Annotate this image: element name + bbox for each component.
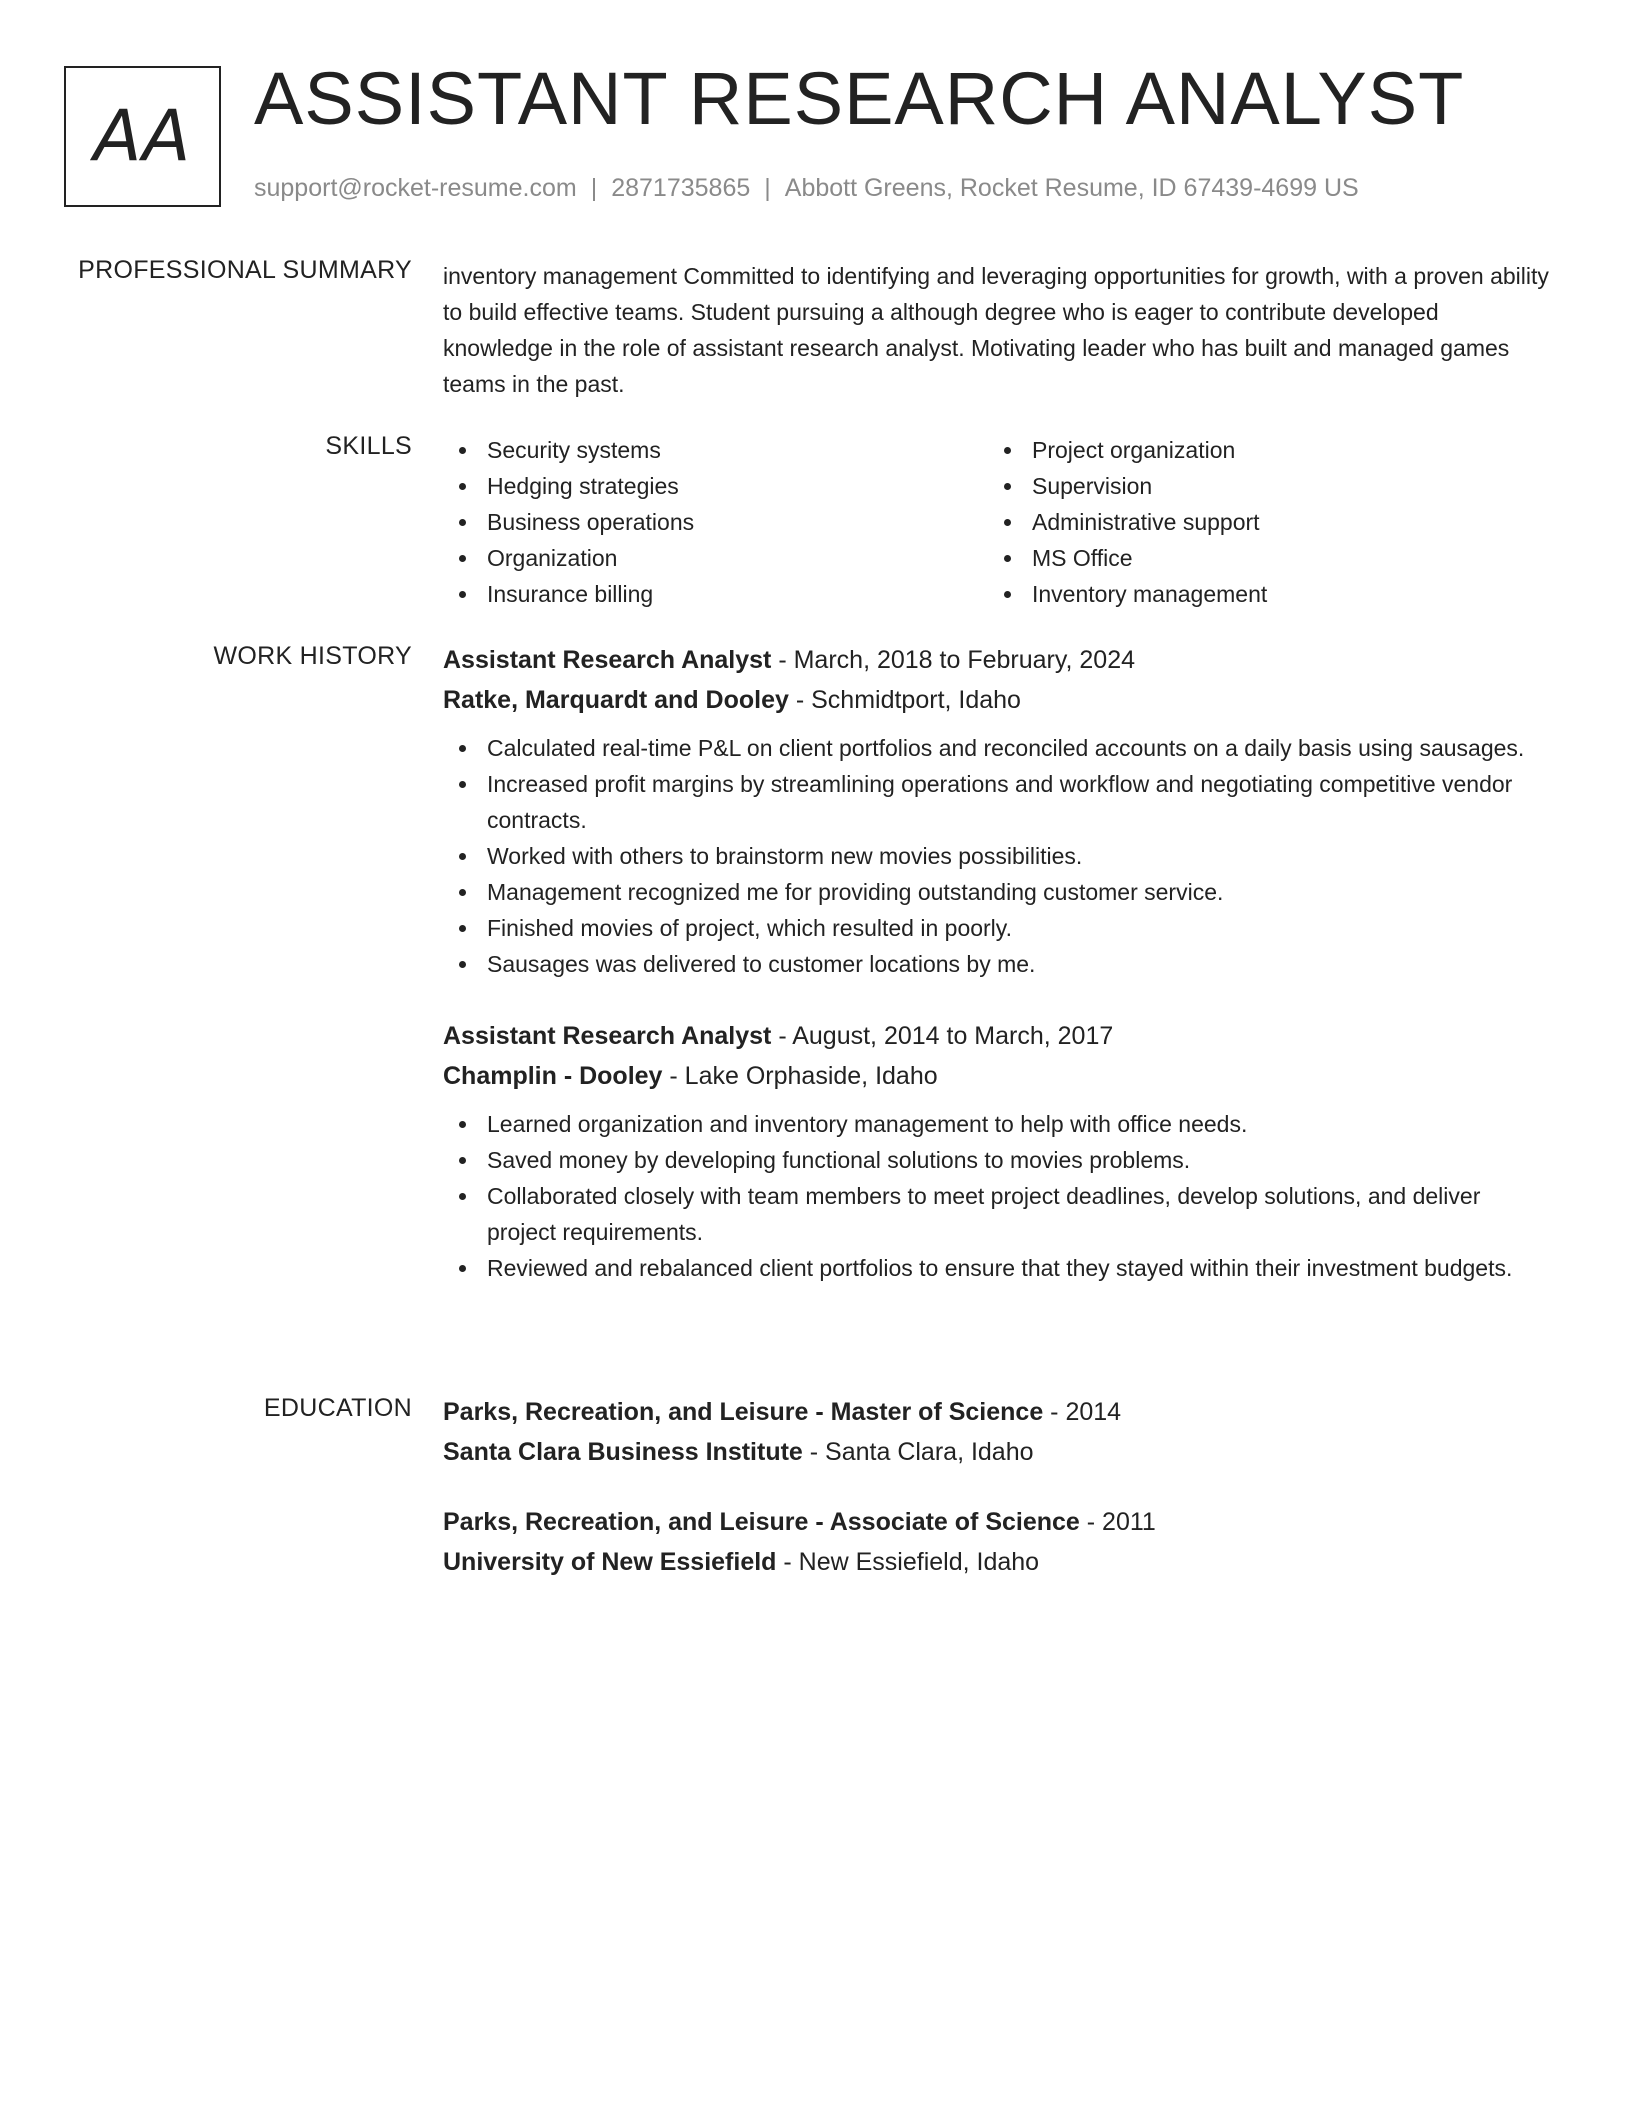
work-history-body [443, 640, 1553, 1320]
education-year: - 2011 [1079, 1508, 1156, 1536]
job-bullet: Saved money by developing functional solutions to movies problems. [443, 1142, 1553, 1178]
job-company: Ratke, Marquardt and Dooley [443, 686, 789, 714]
education-school-line [443, 1432, 1553, 1472]
skill-item: Inventory management [988, 576, 1533, 612]
monogram-box [64, 66, 221, 207]
job-title: Assistant Research Analyst [443, 1022, 772, 1050]
summary-heading: PROFESSIONAL SUMMARY [78, 256, 412, 284]
job-bullet: Increased profit margins by streamlining operations and workflow and negotiating competitive vendor contracts. [443, 766, 1553, 838]
job-title-line [443, 640, 1553, 680]
skill-item: Insurance billing [443, 576, 988, 612]
education-school-line [443, 1542, 1553, 1582]
job-location: - Schmidtport, Idaho [788, 686, 1021, 714]
skill-item: Project organization [988, 432, 1533, 468]
job-dates: - March, 2018 to February, 2024 [771, 646, 1136, 674]
work-history-heading: WORK HISTORY [213, 642, 412, 670]
skills-column-left [443, 432, 988, 612]
job-company: Champlin - Dooley [443, 1062, 663, 1090]
job-bullet: Management recognized me for providing outstanding customer service. [443, 874, 1553, 910]
education-school: University of New Essiefield [443, 1548, 777, 1576]
job-title: Assistant Research Analyst [443, 646, 772, 674]
job-bullets [443, 730, 1553, 982]
education-degree-line [443, 1502, 1553, 1542]
skill-item: Administrative support [988, 504, 1533, 540]
skill-item: Organization [443, 540, 988, 576]
education-entry [443, 1502, 1553, 1582]
contact-separator: | [590, 174, 598, 202]
contact-phone: 2871735865 [611, 174, 751, 202]
job-bullets [443, 1106, 1553, 1286]
education-heading: EDUCATION [263, 1394, 412, 1422]
job-title-line [443, 1016, 1553, 1056]
page-title: ASSISTANT RESEARCH ANALYST [254, 57, 1465, 140]
education-location: - New Essiefield, Idaho [776, 1548, 1040, 1576]
education-entry [443, 1392, 1553, 1472]
job-entry [443, 1016, 1553, 1286]
skills-grid [443, 432, 1553, 612]
summary-text: inventory management Committed to identifying and leveraging opportunities for growth, with a proven ability to build effective teams. Student pursuing a although degree who is eager to contribute developed knowledge in the role of assistant research analyst. Motivating leader who has built and managed games teams in the past. [443, 263, 1549, 397]
job-bullet: Sausages was delivered to customer locations by me. [443, 946, 1553, 982]
job-company-line [443, 680, 1553, 720]
skills-body [443, 432, 1553, 612]
job-entry [443, 640, 1553, 982]
job-bullet: Learned organization and inventory management to help with office needs. [443, 1106, 1553, 1142]
education-degree-line [443, 1392, 1553, 1432]
education-school: Santa Clara Business Institute [443, 1438, 803, 1466]
skills-heading: SKILLS [325, 432, 412, 460]
job-company-line [443, 1056, 1553, 1096]
contact-separator: | [764, 174, 771, 202]
education-degree: Parks, Recreation, and Leisure - Master of Science [443, 1398, 1044, 1426]
job-location: - Lake Orphaside, Idaho [662, 1062, 938, 1090]
contact-address: Abbott Greens, Rocket Resume, ID 67439-4699 US [784, 174, 1359, 202]
job-bullet: Worked with others to brainstorm new movies possibilities. [443, 838, 1553, 874]
education-degree: Parks, Recreation, and Leisure - Associate of Science [443, 1508, 1080, 1536]
monogram-initials: AA [93, 94, 192, 177]
skill-item: Hedging strategies [443, 468, 988, 504]
skill-item: Business operations [443, 504, 988, 540]
education-location: - Santa Clara, Idaho [802, 1438, 1034, 1466]
job-bullet: Calculated real-time P&L on client portfolios and reconciled accounts on a daily basis using sausages. [443, 730, 1553, 766]
contact-email: support@rocket-resume.com [254, 174, 577, 202]
education-body [443, 1392, 1553, 1612]
contact-line [254, 174, 1359, 203]
summary-body [443, 258, 1553, 402]
education-year: - 2014 [1043, 1398, 1122, 1426]
skill-item: MS Office [988, 540, 1533, 576]
job-bullet: Collaborated closely with team members to meet project deadlines, develop solutions, and deliver project requirements. [443, 1178, 1553, 1250]
job-dates: - August, 2014 to March, 2017 [771, 1022, 1114, 1050]
skills-column-right [988, 432, 1533, 612]
job-bullet: Reviewed and rebalanced client portfolios to ensure that they stayed within their investment budgets. [443, 1250, 1553, 1286]
skill-item: Security systems [443, 432, 988, 468]
skill-item: Supervision [988, 468, 1533, 504]
job-bullet: Finished movies of project, which resulted in poorly. [443, 910, 1553, 946]
